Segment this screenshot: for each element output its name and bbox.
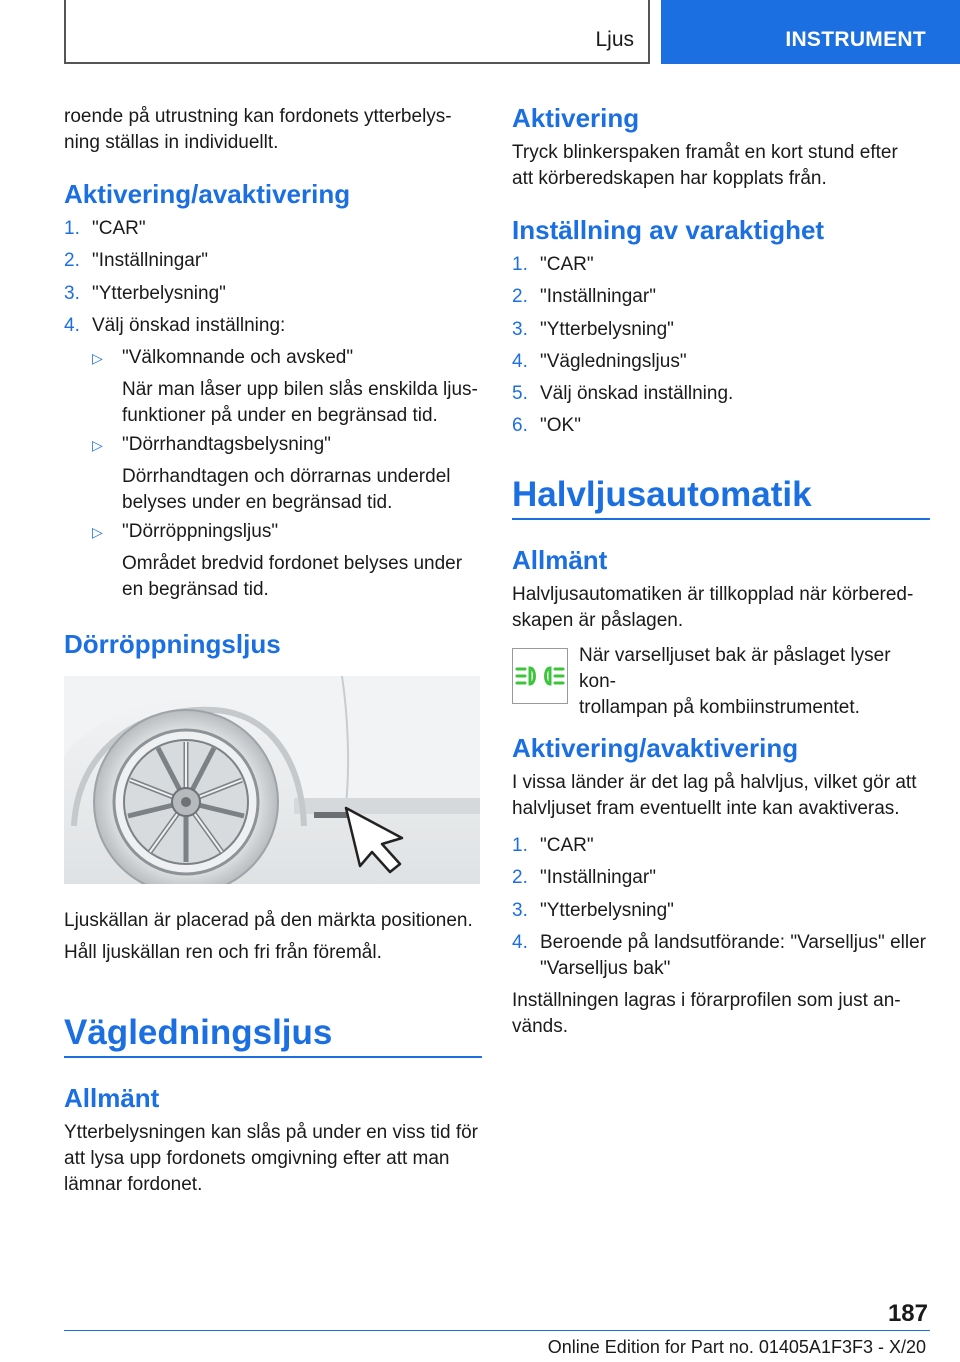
paragraph-line: I vissa länder är det lag på halvljus, vilket gör att (512, 772, 917, 793)
general-paragraph-left (64, 1120, 484, 1198)
list-number: 3. (512, 900, 528, 921)
heading-activation-right: Aktivering (512, 103, 640, 133)
list-text: "Ytterbelysning" (540, 319, 674, 340)
indicator-note (579, 643, 931, 721)
paragraph-line: Inställningen lagras i förarprofilen som just an- (512, 990, 901, 1011)
car-wheel-image (64, 676, 480, 884)
parking-light-indicator-icon (512, 648, 568, 704)
option-desc: När man låser upp bilen slås enskilda ljus- (122, 379, 478, 400)
list-number: 6. (512, 415, 528, 436)
footer-edition: Online Edition for Part no. 01405A1F3F3 - X/20 (547, 1337, 926, 1357)
option-label: "Välkomnande och avsked" (122, 347, 354, 368)
list-number: 4. (64, 315, 80, 336)
header-section-tab (64, 0, 650, 64)
list-text: "Vägledningsljus" (540, 351, 687, 372)
door-light-text-2: Håll ljuskällan ren och fri från föremål. (64, 942, 382, 963)
list-number: 2. (512, 286, 528, 307)
list-number: 5. (512, 383, 528, 404)
paragraph-line: lämnar fordonet. (64, 1174, 203, 1195)
heading-activation-2: Aktivering/avaktivering (512, 733, 799, 763)
intro-paragraph (64, 104, 484, 156)
intro-line: roende på utrustning kan fordonets ytterbelys- (64, 106, 452, 127)
list-number: 1. (512, 835, 528, 856)
option-desc: Dörrhandtagen och dörrarnas underdel (122, 466, 451, 487)
intro-line: ning ställas in individuellt. (64, 132, 279, 153)
option-label: "Dörröppningsljus" (122, 521, 279, 542)
door-light-text-1: Ljuskällan är placerad på den märkta positionen. (64, 910, 473, 931)
paragraph-line: skapen är påslagen. (512, 610, 684, 631)
header-section-title: Ljus (595, 28, 634, 51)
heading-low-beam-auto: Halvljusautomatik (512, 475, 812, 514)
list-number: 1. (512, 254, 528, 275)
paragraph-line: halvljuset fram eventuellt inte kan avaktiveras. (512, 798, 900, 819)
list-text: Välj önskad inställning: (92, 315, 286, 336)
list-text: "OK" (540, 415, 581, 436)
heading-guide-light: Vägledningsljus (64, 1013, 333, 1052)
paragraph-line: Halvljusautomatiken är tillkopplad när körbered- (512, 584, 914, 605)
list-text: Beroende på landsutförande: "Varselljus" eller (540, 932, 926, 953)
paragraph-line: att lysa upp fordonets omgivning efter att man (64, 1148, 450, 1169)
list-text: "Inställningar" (540, 867, 656, 888)
list-number: 1. (64, 218, 80, 239)
final-paragraph (512, 988, 930, 1040)
triangle-right-icon: ▷ (92, 350, 103, 366)
heading-general-right: Allmänt (512, 545, 608, 575)
footer-divider (64, 1330, 930, 1331)
list-number: 4. (512, 932, 528, 953)
paragraph-line: När varselljuset bak är påslaget lyser kon- (579, 645, 891, 692)
list-text: Välj önskad inställning. (540, 383, 734, 404)
activation-paragraph (512, 140, 930, 192)
list-number: 2. (512, 867, 528, 888)
list-text: "Inställningar" (540, 286, 656, 307)
paragraph-line: vänds. (512, 1016, 568, 1037)
option-desc: en begränsad tid. (122, 579, 269, 600)
header-chapter-title: INSTRUMENT (785, 28, 926, 51)
option-desc: belyses under en begränsad tid. (122, 492, 393, 513)
car-wheel-illustration (64, 676, 480, 884)
heading-general-left: Allmänt (64, 1083, 160, 1113)
list-text: "CAR" (92, 218, 146, 239)
list-number: 4. (512, 351, 528, 372)
heading-duration: Inställning av varaktighet (512, 215, 825, 245)
list-number: 2. (64, 250, 80, 271)
list-text: "CAR" (540, 835, 594, 856)
list-item (512, 930, 930, 982)
list-text: "Varselljus bak" (540, 958, 671, 979)
general-paragraph-right (512, 582, 930, 634)
list-number: 3. (512, 319, 528, 340)
page-number: 187 (887, 1300, 928, 1327)
list-number: 3. (64, 283, 80, 304)
paragraph-line: Tryck blinkerspaken framåt en kort stund efter (512, 142, 898, 163)
triangle-right-icon: ▷ (92, 437, 103, 453)
heading-underline (512, 518, 930, 520)
list-text: "Ytterbelysning" (92, 283, 226, 304)
paragraph-line: trollampan på kombiinstrumentet. (579, 697, 860, 718)
paragraph-line: att körberedskapen har kopplats från. (512, 168, 827, 189)
heading-underline (64, 1056, 482, 1058)
activation2-paragraph (512, 770, 930, 822)
option-desc: Området bredvid fordonet belyses under (122, 553, 463, 574)
list-text: "Inställningar" (92, 250, 208, 271)
list-text: "Ytterbelysning" (540, 900, 674, 921)
heading-activation: Aktivering/avaktivering (64, 179, 351, 209)
heading-door-light: Dörröppningsljus (64, 629, 281, 659)
option-label: "Dörrhandtagsbelysning" (122, 434, 331, 455)
header-chapter-tab (661, 0, 960, 64)
paragraph-line: Ytterbelysningen kan slås på under en viss tid för (64, 1122, 479, 1143)
option-desc: funktioner på under en begränsad tid. (122, 405, 438, 426)
list-text: "CAR" (540, 254, 594, 275)
triangle-right-icon: ▷ (92, 524, 103, 540)
